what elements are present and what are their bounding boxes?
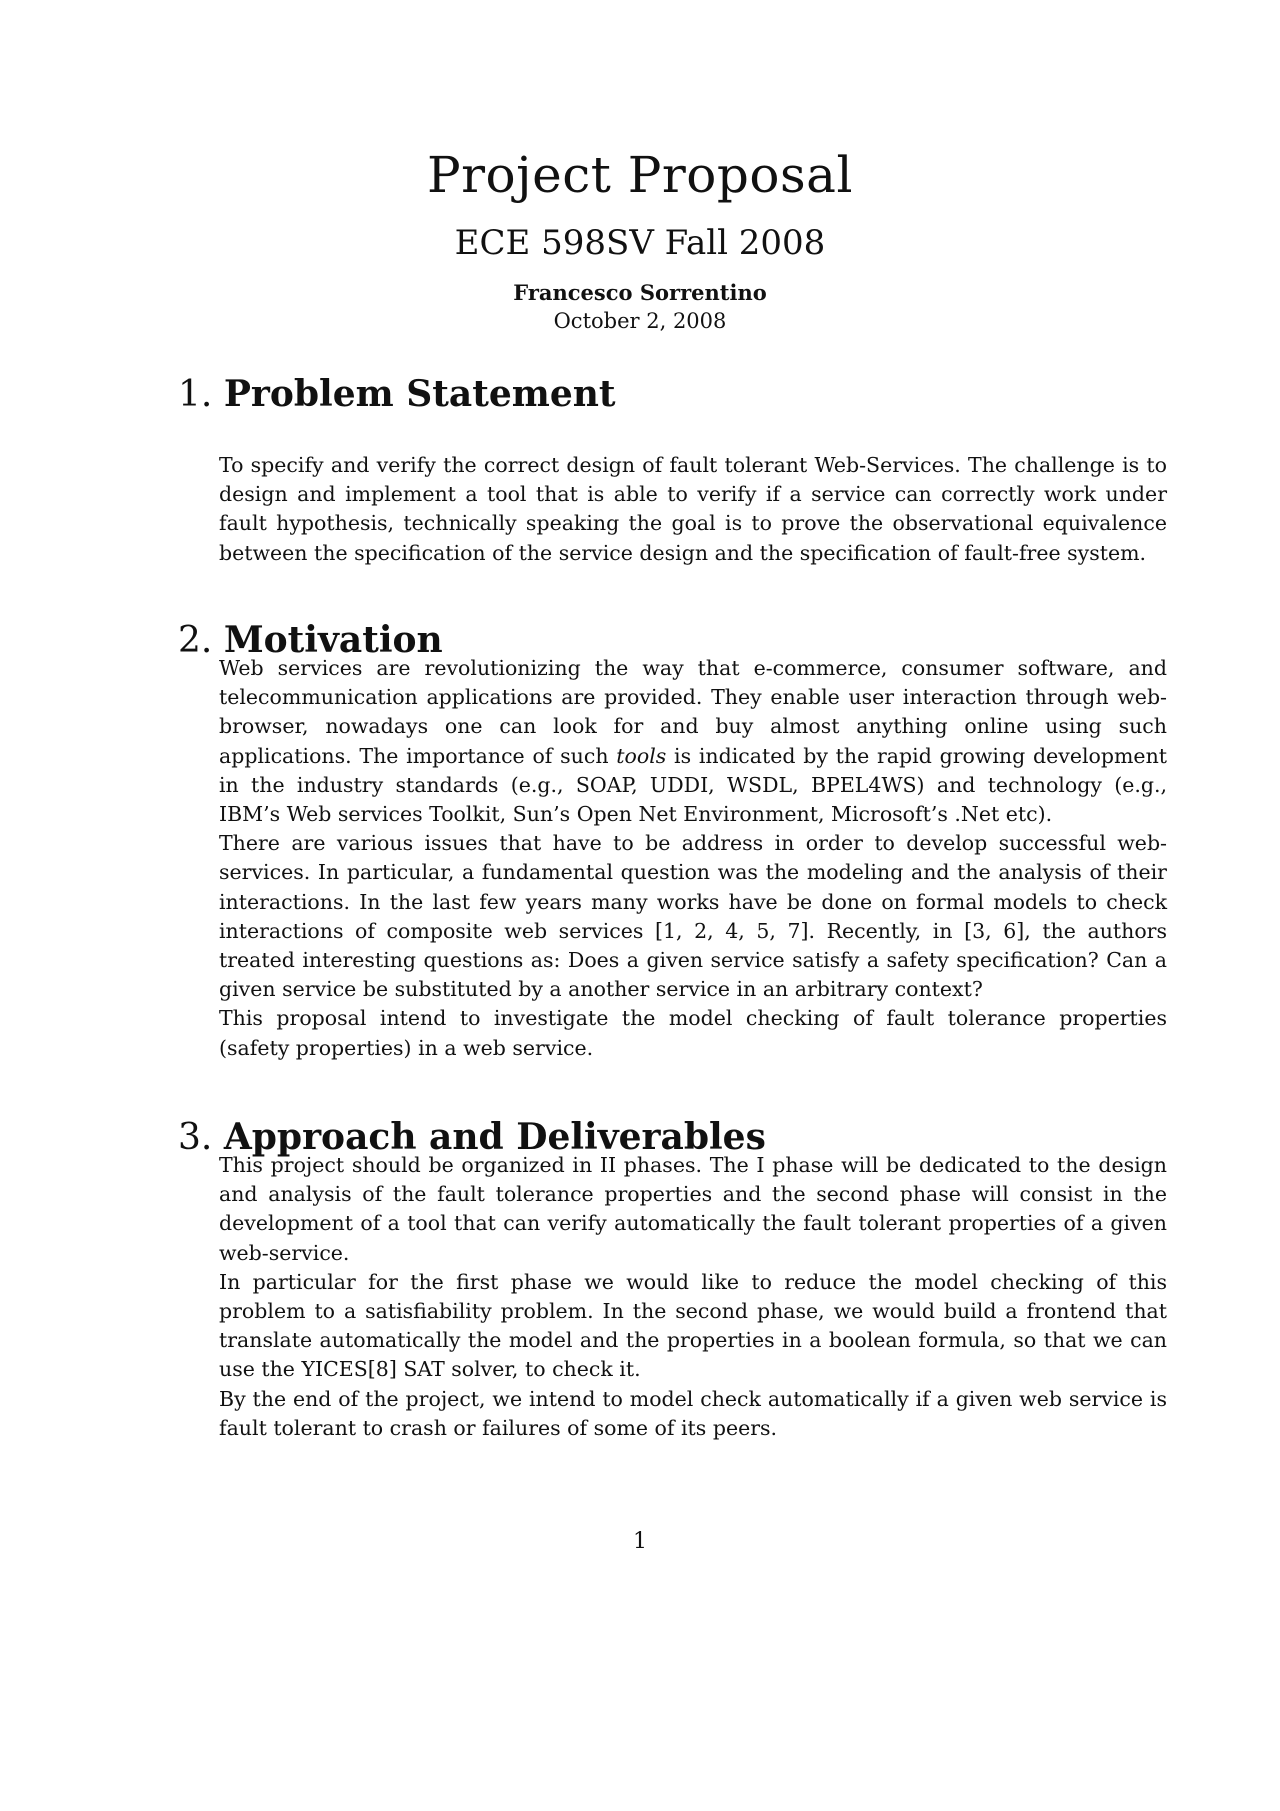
- section-body-problem-statement: [219, 451, 1167, 568]
- document-date: October 2, 2008: [553, 309, 727, 333]
- paragraph: In particular for the first phase we would like to reduce the model checking of this problem to a satisfiability problem. In the second phase, we would build a frontend that translate automatically the model and the properties in a boolean formula, so that we can use the YICES[8] SAT solver, to check it.: [219, 1269, 1167, 1382]
- section-heading-problem-statement: [178, 372, 616, 417]
- emphasis-text: tools: [616, 743, 667, 768]
- section-number: 3.: [178, 1117, 213, 1158]
- section-title: Problem Statement: [223, 373, 616, 415]
- section-title: Motivation: [223, 619, 443, 661]
- paragraph: This project should be organized in II phases. The I phase will be dedicated to the design and analysis of the fault tolerance properties and the second phase will consist in the development of a tool that can verify automatically the fault tolerant properties of a given web-service.: [219, 1153, 1167, 1265]
- section-number: 1.: [178, 374, 213, 415]
- section-body-motivation: [219, 654, 1167, 1063]
- section-title: Approach and Deliverables: [223, 1116, 766, 1158]
- paragraph: [219, 654, 1167, 829]
- paragraph-text: is indicated by the rapid growing development in the industry standards (e.g., SOAP, UDDI, WSDL, BPEL4WS) and technology (e.g., IBM’s Web services Toolkit, Sun’s Open Net Environment, Microsoft’s .Net etc).: [219, 743, 1168, 827]
- page-number: 1: [633, 1529, 647, 1554]
- section-number: 2.: [178, 620, 213, 661]
- paragraph: This proposal intend to investigate the model checking of fault tolerance properties (safety properties) in a web service.: [219, 1006, 1167, 1060]
- paragraph-text: Web services are revolutionizing the way that e-commerce, consumer software, and telecommunication applications are provided. They enable user interaction through web-browser, nowadays one can look for and buy almost anything online using such applications. The importance of such: [219, 656, 1167, 768]
- section-body-approach: [219, 1151, 1167, 1443]
- paragraph: To specify and verify the correct design of fault tolerant Web-Services. The challenge is to design and implement a tool that is able to verify if a service can correctly work under fault hypothesis, technically speaking the goal is to prove the observational equivalence between the specification of the service design and the specification of fault-free system.: [219, 453, 1167, 565]
- paragraph: There are various issues that have to be address in order to develop successful web-services. In particular, a fundamental question was the modeling and the analysis of their interactions. In the last few years many works have be done on formal models to check interactions of composite web services [1, 2, 4, 5, 7]. Recently, in [3, 6], the authors treated interesting questions as: Does a given service satisfy a safety specification? Can a given service be substituted by a another service in an arbitrary context?: [219, 831, 1167, 1002]
- course-subtitle: ECE 598SV Fall 2008: [454, 223, 826, 263]
- author-name: Francesco Sorrentino: [513, 280, 767, 305]
- document-title: Project Proposal: [427, 146, 853, 204]
- paragraph: By the end of the project, we intend to model check automatically if a given web service is fault tolerant to crash or failures of some of its peers.: [219, 1386, 1167, 1440]
